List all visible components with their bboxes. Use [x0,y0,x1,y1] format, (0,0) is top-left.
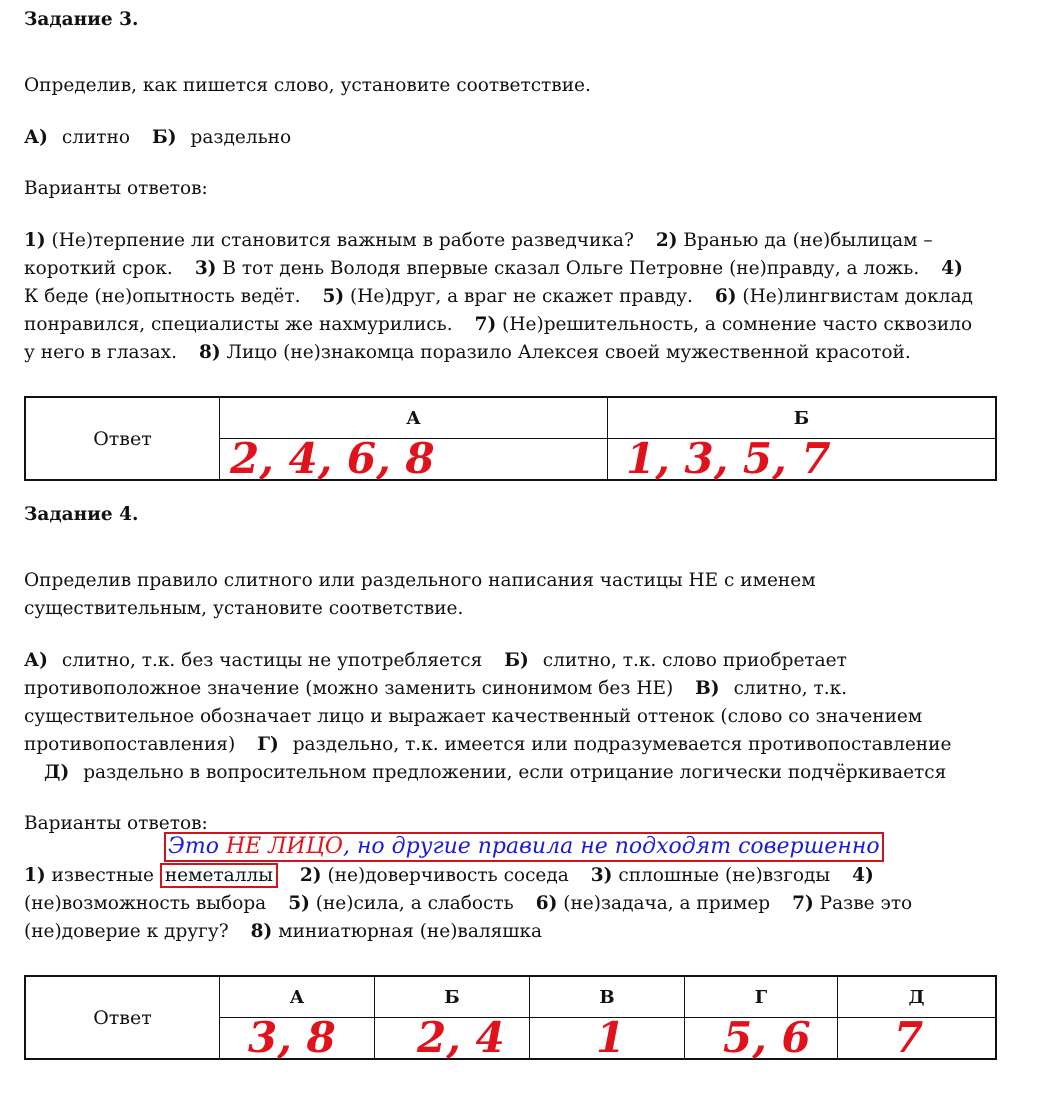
task3-items-line5: у него в глазах. 8) Лицо (не)знакомца поразило Алексея своей мужественной красотой. [24,342,911,363]
task3-answer-table [24,396,997,481]
answer-label: Ответ [25,397,220,480]
highlight-box: неметаллы [160,863,278,888]
column-header-a: А [220,976,375,1018]
task4-items-line1: 1) известные неметаллы 2) (не)доверчивость соседа 3) сплошные (не)взгоды 4) [24,865,874,886]
task4-title: Задание 4. [24,504,139,525]
answer-a-value: 3, 8 [220,1018,375,1060]
answer-a-value: 2, 4, 6, 8 [220,439,608,481]
task4-items-line2: (не)возможность выбора 5) (не)сила, а слабость 6) (не)задача, а пример 7) Разве это [24,893,913,914]
answer-b-value: 1, 3, 5, 7 [608,439,997,481]
column-header-b: Б [608,397,997,439]
column-header-a: А [220,397,608,439]
task3-intro: Определив, как пишется слово, установите соответствие. [24,75,591,96]
column-header-b: Б [375,976,530,1018]
task4-intro-line2: существительным, установите соответствие. [24,598,464,619]
task4-answer-table [24,975,997,1060]
handwritten-note: Это НЕ ЛИЦО, но другие правила не подходят совершенно [164,832,884,862]
answer-v-value: 1 [530,1018,685,1060]
task3-title: Задание 3. [24,9,139,30]
task4-variants-label: Варианты ответов: [24,813,208,834]
task3-items-line1: 1) (Не)терпение ли становится важным в работе разведчика? 2) Вранью да (не)былицам – [24,230,933,251]
column-header-d: Д [838,976,997,1018]
task4-rules-line2: противоположное значение (можно заменить синонимом без НЕ) В) слитно, т.к. [24,678,848,699]
answer-label: Ответ [25,976,220,1059]
task4-rules-line4: противопоставления) Г) раздельно, т.к. имеется или подразумевается противопоставление [24,734,952,755]
column-header-g: Г [685,976,838,1018]
task4-intro-line1: Определив правило слитного или раздельного написания частицы НЕ с именем [24,570,816,591]
answer-b-value: 2, 4 [375,1018,530,1060]
answer-g-value: 5, 6 [685,1018,838,1060]
task4-items-line3: (не)доверие к другу? 8) миниатюрная (не)валяшка [24,921,543,942]
task3-options: А) слитно Б) раздельно [24,127,292,148]
task3-items-line3: К беде (не)опытность ведёт. 5) (Не)друг, а враг не скажет правду. 6) (Не)лингвистам доклад [24,286,973,307]
task4-rules-line5: Д) раздельно в вопросительном предложении, если отрицание логически подчёркивается [44,762,947,783]
task4-rules-line1: А) слитно, т.к. без частицы не употребляется Б) слитно, т.к. слово приобретает [24,650,847,671]
task3-items-line4: понравился, специалисты же нахмурились. 7) (Не)решительность, а сомнение часто сквозило [24,314,973,335]
task3-variants-label: Варианты ответов: [24,178,208,199]
answer-d-value: 7 [838,1018,997,1060]
task3-items-line2: короткий срок. 3) В тот день Володя впервые сказал Ольге Петровне (не)правду, а ложь. 4) [24,258,963,279]
task4-rules-line3: существительное обозначает лицо и выражает качественный оттенок (слово со значением [24,706,923,727]
column-header-v: В [530,976,685,1018]
